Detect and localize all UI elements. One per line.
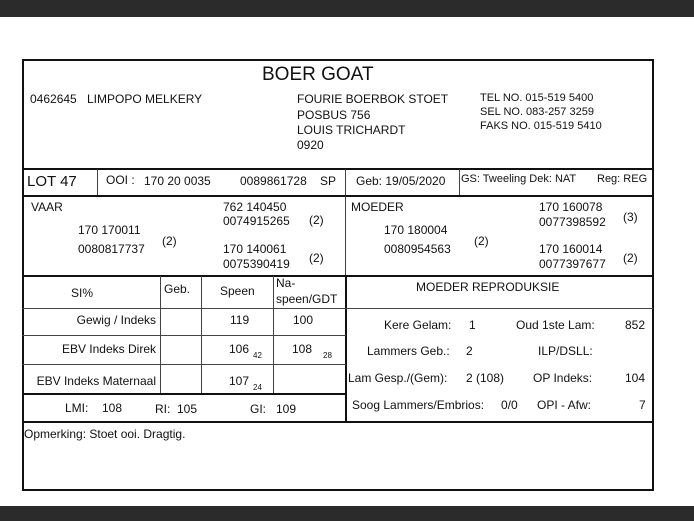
naspeen-value: 108 xyxy=(292,342,313,356)
moeder-sire-number: 170 160078 xyxy=(539,200,603,214)
stud-box: POSBUS 756 xyxy=(297,108,371,122)
lot-number: LOT 47 xyxy=(27,173,77,190)
bottom-bar xyxy=(0,506,694,521)
si-header: SI% xyxy=(71,286,94,300)
moeder-label: MOEDER xyxy=(351,200,404,214)
gi-value: 109 xyxy=(276,402,297,416)
moeder-dam-number: 170 160014 xyxy=(539,242,603,256)
repro-title: MOEDER REPRODUKSIE xyxy=(416,280,560,294)
gi-label: GI: xyxy=(250,402,267,416)
vaar-number: 170 170011 xyxy=(78,223,141,237)
op-indeks-label: OP Indeks: xyxy=(533,371,593,385)
remark: Opmerking: Stoet ooi. Dragtig. xyxy=(24,427,186,441)
ooi-id: 0089861728 xyxy=(240,174,307,188)
soog-value: 0/0 xyxy=(501,398,518,412)
vaar-count: (2) xyxy=(162,234,177,248)
naspeen-value: 100 xyxy=(293,313,314,327)
birth-date: Geb: 19/05/2020 xyxy=(356,174,446,188)
lam-gesp-value: 2 (108) xyxy=(466,371,505,385)
vaar-dam-id: 0075390419 xyxy=(223,257,290,271)
vaar-id: 0080817737 xyxy=(78,242,145,256)
vaar-label: VAAR xyxy=(31,200,63,214)
vaar-sire-number: 762 140450 xyxy=(223,200,287,214)
speen-value: 119 xyxy=(230,313,250,327)
stud-name: FOURIE BOERBOK STOET xyxy=(297,92,449,106)
moeder-dam-id: 0077397677 xyxy=(539,257,606,271)
ri-label: RI: xyxy=(155,402,171,416)
oud-lam-label: Oud 1ste Lam: xyxy=(516,318,595,332)
lmi-label: LMI: xyxy=(65,401,89,415)
speen-subvalue: 24 xyxy=(253,383,262,392)
naspeen-header-line1: Na- xyxy=(276,276,296,290)
speen-value: 107 xyxy=(229,374,250,388)
stud-sel: SEL NO. 083-257 3259 xyxy=(480,106,594,118)
vaar-dam-number: 170 140061 xyxy=(223,242,287,256)
breeder-name: LIMPOPO MELKERY xyxy=(87,92,203,106)
lammers-geb-value: 2 xyxy=(466,344,473,358)
card-title: BOER GOAT xyxy=(262,64,374,85)
row-label: EBV Indeks Maternaal xyxy=(36,374,156,388)
ooi-label: OOI : xyxy=(106,173,135,187)
ooi-number: 170 20 0035 xyxy=(144,174,211,188)
geb-header: Geb. xyxy=(164,282,191,296)
speen-subvalue: 42 xyxy=(253,351,262,360)
lammers-geb-label: Lammers Geb.: xyxy=(367,344,450,358)
gs-info: GS: Tweeling Dek: NAT xyxy=(461,173,577,185)
ooi-sp: SP xyxy=(320,174,337,188)
opi-value: 7 xyxy=(639,398,646,412)
kere-gelam-value: 1 xyxy=(469,318,476,332)
naspeen-header-line2: speen/GDT xyxy=(276,292,338,306)
stud-faks: FAKS NO. 015-519 5410 xyxy=(480,120,602,132)
opi-label: OPI - Afw: xyxy=(537,398,592,412)
oud-lam-value: 852 xyxy=(625,318,646,332)
top-bar xyxy=(0,0,694,17)
soog-label: Soog Lammers/Embrios: xyxy=(352,398,485,412)
reg-info: Reg: REG xyxy=(597,173,648,185)
ilp-label: ILP/DSLL: xyxy=(538,344,593,358)
breeder-code: 0462645 xyxy=(30,92,77,106)
stud-code: 0920 xyxy=(297,138,324,152)
moeder-id: 0080954563 xyxy=(384,242,451,256)
moeder-sire-count: (3) xyxy=(623,210,638,224)
vaar-sire-count: (2) xyxy=(309,213,324,227)
moeder-sire-id: 0077398592 xyxy=(539,215,606,229)
stud-town: LOUIS TRICHARDT xyxy=(297,123,406,137)
stud-tel: TEL NO. 015-519 5400 xyxy=(480,92,594,104)
row-label: Gewig / Indeks xyxy=(76,313,156,327)
vaar-sire-id: 0074915265 xyxy=(223,214,290,228)
row-label: EBV Indeks Direk xyxy=(61,342,156,356)
moeder-number: 170 180004 xyxy=(384,223,448,237)
op-indeks-value: 104 xyxy=(625,371,646,385)
lmi-value: 108 xyxy=(102,401,123,415)
ri-value: 105 xyxy=(177,402,198,416)
kere-gelam-label: Kere Gelam: xyxy=(384,318,452,332)
vaar-dam-count: (2) xyxy=(309,251,324,265)
naspeen-subvalue: 28 xyxy=(323,351,332,360)
lam-gesp-label: Lam Gesp./(Gem): xyxy=(348,371,448,385)
speen-header: Speen xyxy=(220,284,255,298)
moeder-dam-count: (2) xyxy=(623,251,638,265)
speen-value: 106 xyxy=(229,342,250,356)
moeder-count: (2) xyxy=(474,234,489,248)
